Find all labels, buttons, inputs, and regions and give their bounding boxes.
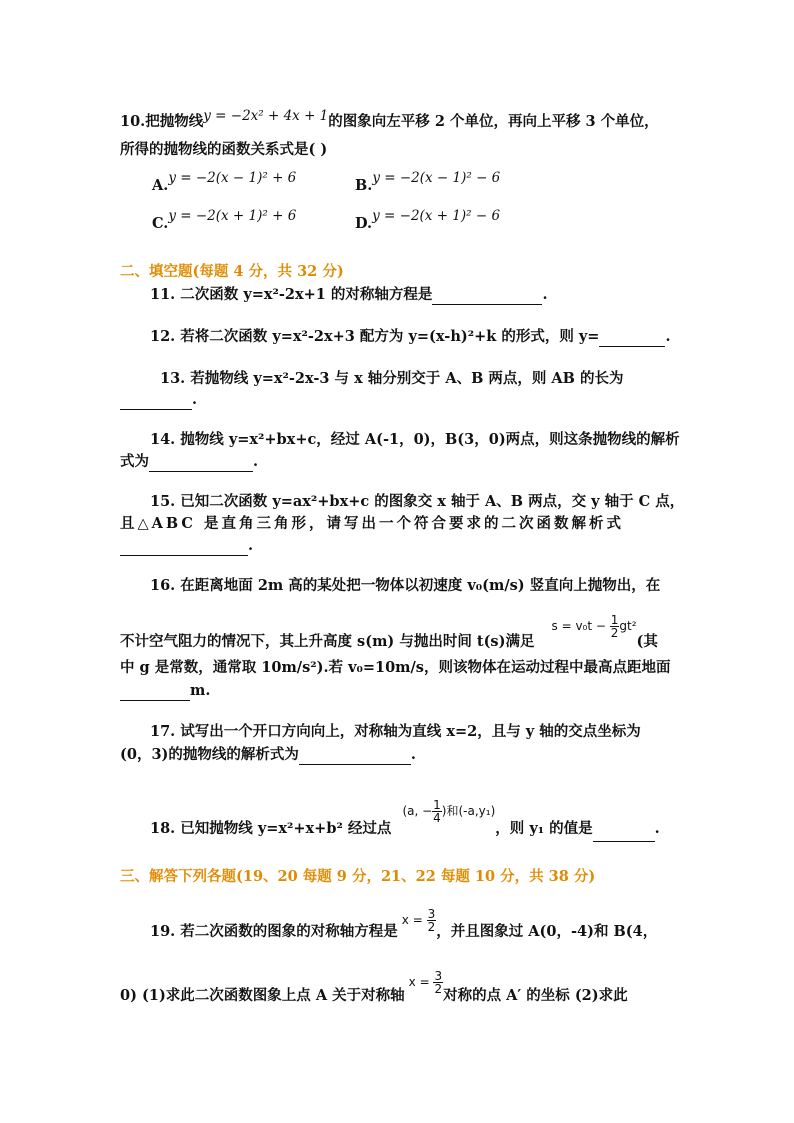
q15-line1: 15. 已知二次函数 y=ax²+bx+c 的图象交 x 轴于 A、B 两点，交 y 轴于 C 点， (150, 493, 685, 510)
fraction-numerator: 3 (427, 907, 436, 921)
axis-eq-left: x = (408, 975, 430, 989)
q12-end: . (665, 328, 671, 345)
q10-option-a (152, 172, 296, 192)
q14-end: . (253, 453, 259, 470)
answer-blank[interactable] (599, 332, 665, 347)
point-fraction (432, 799, 442, 824)
option-label: D. (355, 215, 373, 232)
q12 (150, 327, 671, 347)
answer-blank[interactable] (120, 395, 192, 410)
q17-line2-text: (0，3)的抛物线的解析式为 (120, 746, 299, 763)
q12-text: 12. 若将二次函数 y=x²-2x+3 配方为 y=(x-h)²+k 的形式，则 y= (150, 328, 600, 345)
q19-axis-eq (401, 907, 436, 934)
q10-option-c (152, 210, 296, 230)
q19-line2 (120, 969, 628, 1009)
q17-line2 (120, 745, 416, 765)
q18-text: 18. 已知抛物线 y=x²+x+b² 经过点 (150, 820, 392, 837)
fraction-denominator: 2 (427, 920, 436, 934)
q16-line2-text: 不计空气阻力的情况下，其上升高度 s(m) 与抛出时间 t(s)满足 (120, 633, 535, 650)
option-expr: y = −2(x − 1)² + 6 (168, 170, 297, 186)
q16-line2-end: (其 (636, 633, 658, 650)
answer-blank[interactable] (432, 290, 542, 305)
section-2-title: 二、填空题(每题 4 分，共 32 分) (120, 263, 344, 280)
q15-line2: 且△ABC 是直角三角形，请写出一个符合要求的二次函数解析式 (120, 515, 625, 532)
q19-axis-eq-2 (408, 969, 443, 996)
q19-line2-end: 对称的点 A′ 的坐标 (2)求此 (443, 987, 628, 1004)
q19-line1 (150, 907, 658, 945)
q16-formula (551, 613, 637, 640)
option-label: B. (355, 177, 373, 194)
fraction-denominator: 4 (433, 811, 441, 825)
formula-right: gt² (619, 619, 637, 633)
option-label: A. (152, 177, 169, 194)
q10-line1 (120, 108, 659, 132)
formula-fraction (610, 614, 620, 639)
q13-line1: 13. 若抛物线 y=x²-2x-3 与 x 轴分别交于 A、B 两点，则 AB 的长为 (160, 370, 624, 387)
answer-blank[interactable] (149, 457, 253, 472)
option-expr: y = −2(x − 1)² − 6 (372, 170, 501, 186)
q19-text-2: ，并且图象过 A(0，-4)和 B(4， (436, 923, 658, 940)
q10-option-d (355, 210, 500, 230)
fraction-numerator: 1 (433, 798, 441, 812)
q13-end: . (192, 391, 198, 408)
q17-line1: 17. 试写出一个开口方向向上，对称轴为直线 x=2，且与 y 轴的交点坐标为 (150, 723, 641, 740)
option-expr: y = −2(x + 1)² − 6 (372, 208, 501, 224)
axis-eq-left: x = (401, 913, 423, 927)
q15-end: . (248, 537, 254, 554)
q16-end: m. (190, 682, 211, 699)
q10-function: y = −2x² + 4x + 1 (203, 108, 329, 124)
q19-text: 19. 若二次函数的图象的对称轴方程是 (150, 923, 398, 940)
q14-line2 (120, 452, 258, 472)
point-left: (a, − (402, 804, 433, 818)
axis-fraction (427, 908, 437, 933)
q11-end: . (542, 286, 548, 303)
q13-line2 (120, 390, 197, 410)
q17-end: . (410, 746, 416, 763)
option-expr: y = −2(x + 1)² + 6 (168, 208, 297, 224)
answer-blank[interactable] (593, 827, 655, 842)
q18 (150, 798, 660, 842)
fraction-numerator: 1 (610, 613, 619, 627)
q18-end: . (654, 820, 660, 837)
answer-blank[interactable] (120, 541, 248, 556)
q10-suffix: 的图象向左平移 2 个单位，再向上平移 3 个单位， (328, 113, 659, 130)
q18-points (402, 798, 496, 825)
formula-left: s = v₀t − (551, 619, 606, 633)
q14-line2-text: 式为 (120, 453, 149, 470)
q10-option-b (355, 172, 500, 192)
point-right: )和(-a,y₁) (441, 804, 496, 818)
q18-after: ，则 y₁ 的值是 (495, 820, 593, 837)
fraction-denominator: 2 (434, 982, 443, 996)
q16-line1: 16. 在距离地面 2m 高的某处把一物体以初速度 v₀(m/s) 竖直向上抛物出，在 (150, 577, 661, 594)
q11-text: 11. 二次函数 y=x²-2x+1 的对称轴方程是 (150, 286, 433, 303)
q10-prefix: 10.把抛物线 (120, 113, 204, 130)
fraction-numerator: 3 (434, 969, 443, 983)
q11 (150, 285, 548, 305)
option-label: C. (152, 215, 169, 232)
q14-line1: 14. 抛物线 y=x²+bx+c，经过 A(-1，0)，B(3，0)两点，则这条抛物线的解析 (150, 431, 680, 448)
q15-line3 (120, 536, 253, 556)
fraction-denominator: 2 (610, 626, 619, 640)
q10-line2: 所得的抛物线的函数关系式是( ) (120, 141, 328, 158)
q16-line3: 中 g 是常数，通常取 10m/s²).若 v₀=10m/s，则该物体在运动过程中最高点距地面 (120, 659, 671, 676)
section-3-title: 三、解答下列各题(19、20 每题 9 分，21、22 每题 10 分，共 38 分) (120, 868, 596, 885)
axis-fraction (433, 970, 443, 995)
q16-line4 (120, 681, 210, 701)
answer-blank[interactable] (120, 686, 190, 701)
answer-blank[interactable] (299, 750, 411, 765)
q16-line2 (120, 613, 658, 655)
q19-line2-text: 0) (1)求此二次函数图象上点 A 关于对称轴 (120, 987, 405, 1004)
